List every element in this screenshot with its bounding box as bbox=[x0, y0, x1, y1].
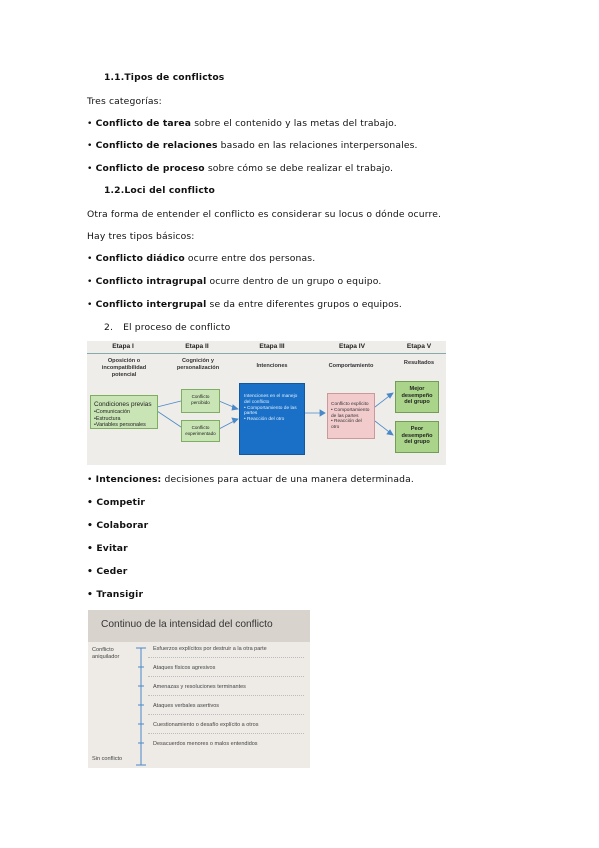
continuum-item: Amenazas y resoluciones terminantes bbox=[153, 684, 246, 690]
list-term: Conflicto intragrupal bbox=[95, 276, 207, 287]
list-item: • Conflicto intragrupal ocurre dentro de un grupo o equipo. bbox=[87, 276, 382, 287]
list-item: • Conflicto intergrupal se da entre diferentes grupos o equipos. bbox=[87, 299, 402, 310]
list-desc: decisiones para actuar de una manera determinada. bbox=[161, 474, 414, 485]
divider bbox=[148, 676, 304, 677]
continuum-item: Ataques verbales asertivos bbox=[153, 703, 220, 709]
section-title: Loci del conflicto bbox=[124, 185, 215, 196]
style-item: • Evitar bbox=[87, 543, 128, 554]
loci-intro: Hay tres tipos básicos: bbox=[87, 231, 195, 242]
stage-label: Etapa IV bbox=[338, 343, 366, 350]
style-item: • Colaborar bbox=[87, 520, 149, 531]
list-term: Conflicto diádico bbox=[95, 253, 185, 264]
perceived-conflict-box: Conflicto percibido bbox=[181, 389, 220, 413]
preconditions-item: •Variables personales bbox=[94, 422, 146, 428]
style-item: • Transigir bbox=[87, 589, 144, 600]
divider bbox=[148, 657, 304, 658]
style-item: • Ceder bbox=[87, 566, 128, 577]
continuum-item: Esfuerzos explícitos por destruir a la otra parte bbox=[153, 646, 267, 652]
style-item: • Competir bbox=[87, 497, 146, 508]
list-desc: ocurre dentro de un grupo o equipo. bbox=[206, 276, 382, 287]
list-item: • Conflicto diádico ocurre entre dos personas. bbox=[87, 253, 316, 264]
stage-subtitle: Cognición y personalización bbox=[176, 358, 220, 371]
list-term: Conflicto de proceso bbox=[95, 163, 205, 174]
section-number: 2. bbox=[104, 322, 114, 333]
section-heading-2 bbox=[104, 322, 230, 334]
stage-label: Etapa II bbox=[185, 343, 209, 350]
continuum-item: Desacuerdos menores o malos entendidos bbox=[153, 741, 258, 747]
divider bbox=[148, 695, 304, 696]
list-desc: basado en las relaciones interpersonales. bbox=[217, 140, 418, 151]
continuum-item: Cuestionamiento o desafío explícito a otros bbox=[153, 722, 259, 728]
list-desc: sobre el contenido y las metas del trabajo. bbox=[191, 118, 397, 129]
section-number: 1.2. bbox=[104, 185, 125, 196]
list-item: • Intenciones: decisiones para actuar de una manera determinada. bbox=[87, 474, 414, 485]
intentions-title: Intenciones en el manejo del conflicto bbox=[244, 394, 298, 405]
stage-label: Etapa V bbox=[406, 343, 432, 350]
intentions-box bbox=[239, 383, 305, 455]
list-desc: ocurre entre dos personas. bbox=[184, 253, 316, 264]
section-number: 1.1. bbox=[104, 72, 125, 83]
better-performance-box: Mejor desempeño del grupo bbox=[395, 381, 439, 413]
section-heading-1-2 bbox=[104, 185, 215, 197]
conflict-intensity-continuum bbox=[88, 610, 310, 768]
preconditions-title: Condiciones previas bbox=[94, 401, 152, 408]
stage-subtitle: Intenciones bbox=[256, 363, 288, 369]
preconditions-box bbox=[90, 395, 158, 429]
overt-item: • Comportamiento de las partes bbox=[331, 407, 370, 419]
conflict-process-diagram bbox=[87, 341, 446, 465]
section-heading-1-1 bbox=[104, 72, 224, 84]
list-item: • Conflicto de relaciones basado en las relaciones interpersonales. bbox=[87, 140, 418, 151]
continuum-title: Continuo de la intensidad del conflicto bbox=[88, 610, 310, 642]
stage-subtitle: Resultados bbox=[403, 360, 435, 366]
preconditions-item: •Comunicación bbox=[94, 409, 131, 415]
stage-label: Etapa I bbox=[112, 343, 134, 350]
list-term: Conflicto de tarea bbox=[95, 118, 192, 129]
worse-performance-box: Peor desempeño del grupo bbox=[395, 421, 439, 453]
categories-intro: Tres categorías: bbox=[87, 96, 162, 107]
list-item: • Conflicto de tarea sobre el contenido y las metas del trabajo. bbox=[87, 118, 397, 129]
intentions-item: • Reacción del otro bbox=[244, 417, 285, 423]
intentions-item: • Comportamiento de las partes bbox=[244, 405, 297, 417]
continuum-bottom-label: Sin conflicto bbox=[92, 756, 123, 762]
overt-item: • Reacción del otro bbox=[331, 419, 362, 431]
list-desc: sobre cómo se debe realizar el trabajo. bbox=[204, 163, 394, 174]
divider bbox=[148, 733, 304, 734]
list-term: Conflicto intergrupal bbox=[95, 299, 207, 310]
felt-conflict-box: Conflicto experimentado bbox=[181, 420, 220, 442]
section-title: El proceso de conflicto bbox=[123, 322, 231, 333]
continuum-item: Ataques físicos agresivos bbox=[153, 665, 216, 671]
overt-conflict-box bbox=[327, 393, 375, 439]
stage-label: Etapa III bbox=[259, 343, 285, 350]
continuum-top-label: Conflicto aniquilador bbox=[92, 647, 120, 660]
stage-subtitle: Comportamiento bbox=[328, 363, 374, 369]
stage-subtitle: Oposición o incompatibilidad potencial bbox=[101, 358, 147, 378]
overt-title: Conflicto explícito bbox=[331, 402, 369, 407]
section-title: Tipos de conflictos bbox=[124, 72, 225, 83]
list-desc: se da entre diferentes grupos o equipos. bbox=[206, 299, 402, 310]
divider bbox=[148, 714, 304, 715]
loci-paragraph: Otra forma de entender el conflicto es considerar su locus o dónde ocurre. bbox=[87, 209, 442, 220]
list-term: Conflicto de relaciones bbox=[95, 140, 218, 151]
preconditions-item: •Estructura bbox=[94, 415, 121, 422]
list-item: • Conflicto de proceso sobre cómo se debe realizar el trabajo. bbox=[87, 163, 394, 174]
list-term: Intenciones: bbox=[95, 474, 162, 485]
